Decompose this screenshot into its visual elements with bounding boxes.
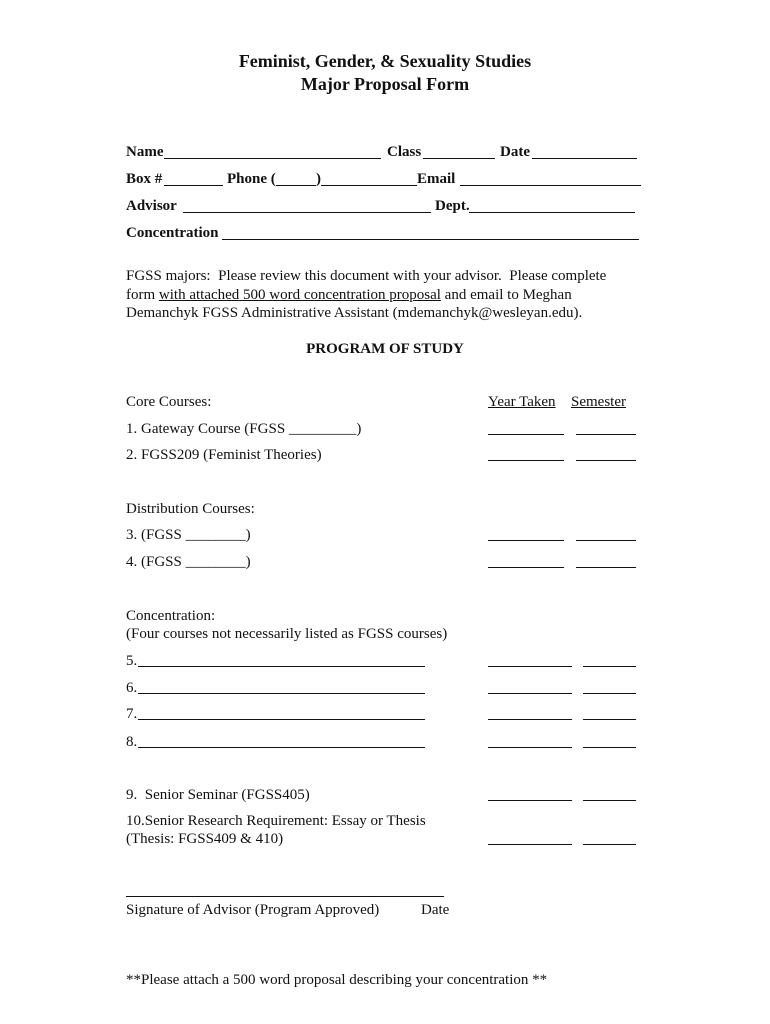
date-field[interactable] xyxy=(532,158,637,159)
concentration-6-year-field[interactable] xyxy=(488,693,572,694)
advisor-field[interactable] xyxy=(183,212,431,213)
box-label: Box # xyxy=(126,171,163,187)
dist-3-semester-field[interactable] xyxy=(576,540,636,541)
senior-seminar-year-field[interactable] xyxy=(488,800,572,801)
senior-seminar-semester-field[interactable] xyxy=(583,800,636,801)
dept-field[interactable] xyxy=(469,212,635,213)
form-subtitle: Major Proposal Form xyxy=(300,74,470,94)
concentration-item-7: 7. xyxy=(126,706,138,722)
semester-header: Semester xyxy=(571,394,626,410)
concentration-6-course-field[interactable] xyxy=(138,693,425,694)
concentration-courses-label: Concentration: xyxy=(126,608,216,624)
year-taken-header: Year Taken xyxy=(488,394,556,410)
core-course-2: 2. FGSS209 (Feminist Theories) xyxy=(126,447,322,463)
concentration-5-year-field[interactable] xyxy=(488,666,572,667)
dist-4-year-field[interactable] xyxy=(488,567,564,568)
dept-label: Dept. xyxy=(435,198,470,214)
distribution-courses-label: Distribution Courses: xyxy=(126,501,255,517)
senior-research-year-field[interactable] xyxy=(488,844,572,845)
instructions-suffix: and email to Meghan xyxy=(440,287,572,303)
concentration-item-8: 8. xyxy=(126,734,138,750)
phone-area-field[interactable] xyxy=(276,185,316,186)
senior-research-line-2: (Thesis: FGSS409 & 410) xyxy=(126,831,284,847)
senior-research-line-1: 10.Senior Research Requirement: Essay or Thesis xyxy=(126,813,426,829)
instructions-line-3: Demanchyk FGSS Administrative Assistant (mdemanchyk@wesleyan.edu). xyxy=(126,305,583,321)
instructions-prefix: form xyxy=(126,287,159,303)
core-2-semester-field[interactable] xyxy=(576,460,636,461)
concentration-item-6: 6. xyxy=(126,680,138,696)
phone-label: Phone ( xyxy=(227,171,276,187)
core-2-year-field[interactable] xyxy=(488,460,564,461)
concentration-item-5: 5. xyxy=(126,653,138,669)
concentration-field[interactable] xyxy=(222,239,639,240)
core-course-1: 1. Gateway Course (FGSS _________) xyxy=(126,421,362,437)
concentration-courses-note: (Four courses not necessarily listed as FGSS courses) xyxy=(126,626,448,642)
box-field[interactable] xyxy=(164,185,223,186)
concentration-7-year-field[interactable] xyxy=(488,719,572,720)
date-label: Date xyxy=(500,144,530,160)
name-label: Name xyxy=(126,144,164,160)
concentration-7-semester-field[interactable] xyxy=(583,719,636,720)
concentration-8-year-field[interactable] xyxy=(488,747,572,748)
signature-date-label: Date xyxy=(421,902,450,918)
concentration-7-course-field[interactable] xyxy=(138,719,425,720)
dist-3-year-field[interactable] xyxy=(488,540,564,541)
program-heading: PROGRAM OF STUDY xyxy=(306,341,464,357)
concentration-5-course-field[interactable] xyxy=(138,666,425,667)
email-field[interactable] xyxy=(460,185,641,186)
core-1-year-field[interactable] xyxy=(488,434,564,435)
distribution-course-4: 4. (FGSS ________) xyxy=(126,554,251,570)
senior-seminar: 9. Senior Seminar (FGSS405) xyxy=(126,787,310,803)
advisor-label: Advisor xyxy=(126,198,177,214)
footer-note: **Please attach a 500 word proposal describing your concentration ** xyxy=(126,972,548,988)
class-label: Class xyxy=(387,144,422,160)
core-1-semester-field[interactable] xyxy=(576,434,636,435)
concentration-8-course-field[interactable] xyxy=(138,747,425,748)
signature-label: Signature of Advisor (Program Approved) xyxy=(126,902,380,918)
concentration-8-semester-field[interactable] xyxy=(583,747,636,748)
signature-field[interactable] xyxy=(126,896,444,897)
phone-field[interactable] xyxy=(321,185,417,186)
instructions-underlined: with attached 500 word concentration proposal xyxy=(158,287,441,303)
distribution-course-3: 3. (FGSS ________) xyxy=(126,527,251,543)
instructions-line-1: FGSS majors: Please review this document with your advisor. Please complete xyxy=(126,268,607,284)
core-courses-label: Core Courses: xyxy=(126,394,212,410)
senior-research-semester-field[interactable] xyxy=(583,844,636,845)
name-field[interactable] xyxy=(164,158,381,159)
phone-close-paren: ) xyxy=(316,171,321,187)
class-field[interactable] xyxy=(423,158,495,159)
email-label: Email xyxy=(417,171,456,187)
form-title: Feminist, Gender, & Sexuality Studies xyxy=(238,51,532,71)
instructions-line-2 xyxy=(126,286,572,304)
concentration-label: Concentration xyxy=(126,225,219,241)
dist-4-semester-field[interactable] xyxy=(576,567,636,568)
concentration-5-semester-field[interactable] xyxy=(583,666,636,667)
concentration-6-semester-field[interactable] xyxy=(583,693,636,694)
